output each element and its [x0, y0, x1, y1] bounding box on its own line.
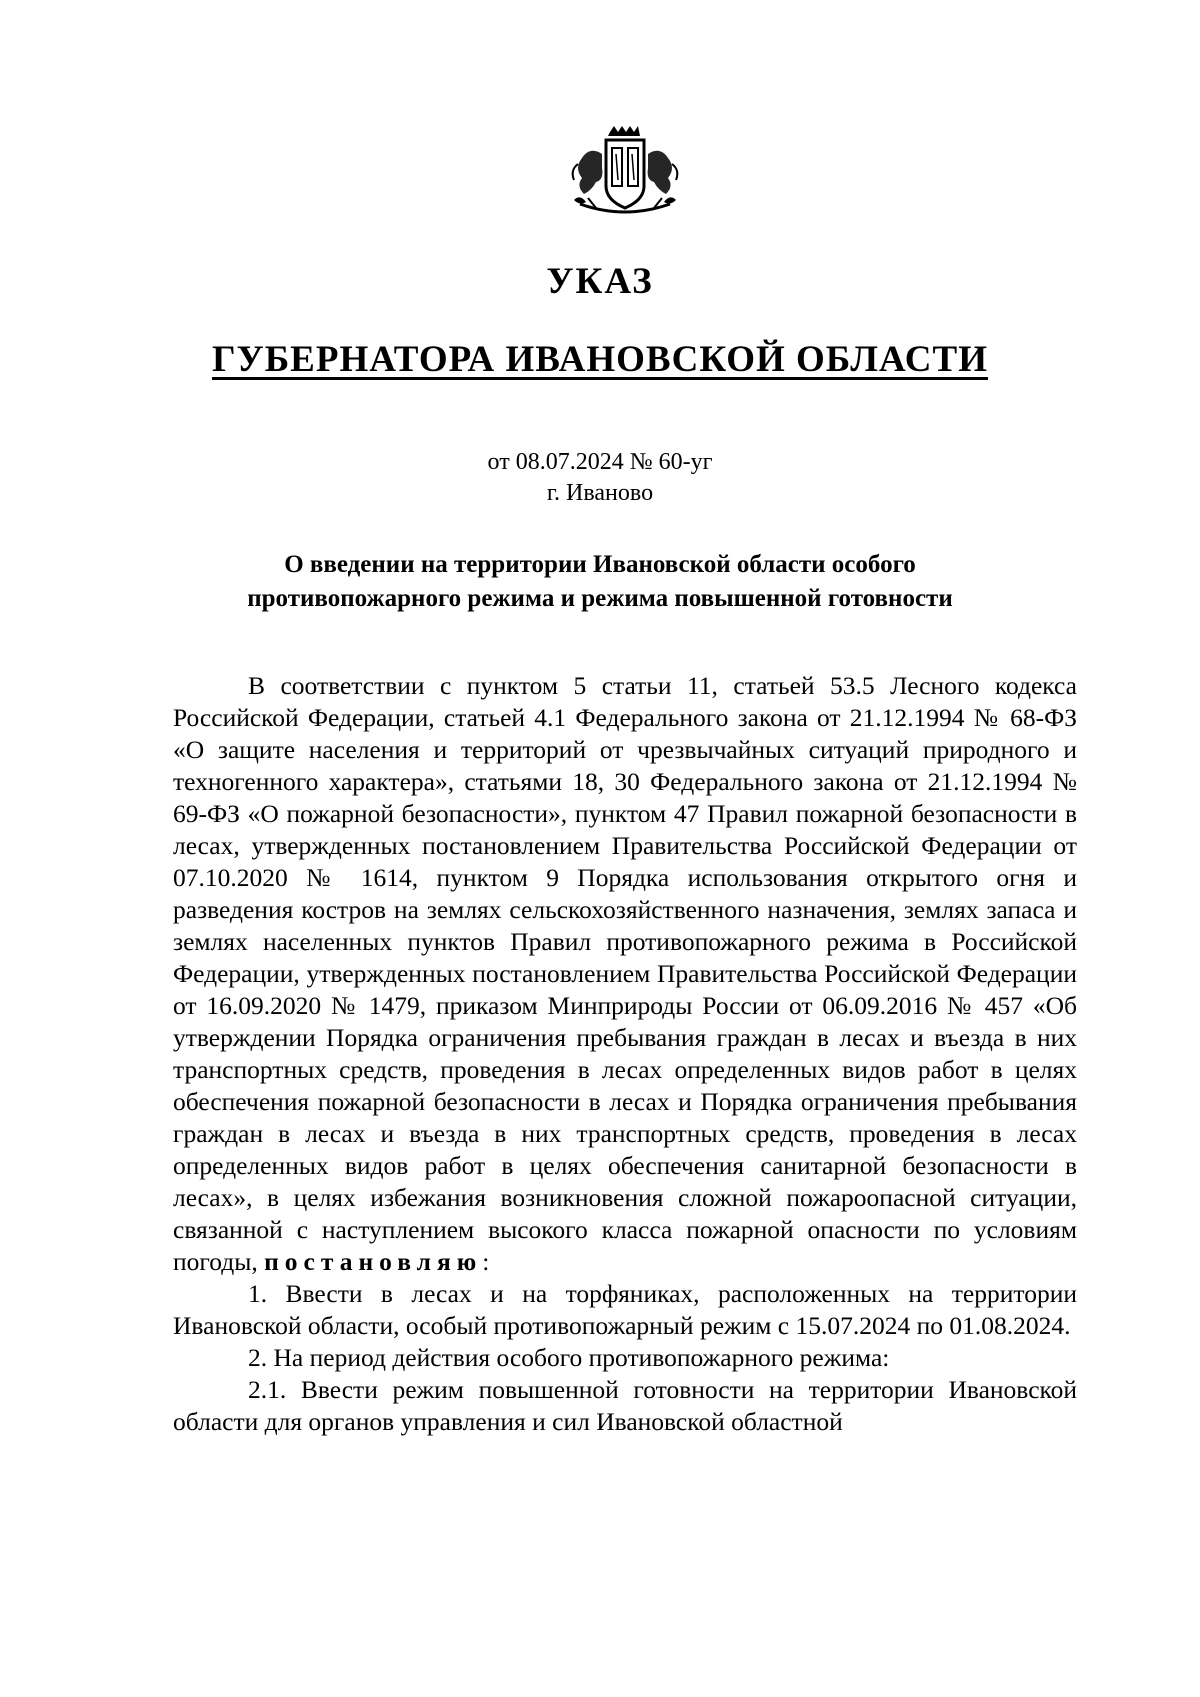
item-1-paragraph: 1. Ввести в лесах и на торфяниках, расположенных на территории Ивановской области, особый противопожарный режим с 15.07.2024 по 01.08.2024. — [173, 1279, 1077, 1340]
document-title: УКАЗ — [546, 261, 654, 302]
item-2-1-paragraph: 2.1. Ввести режим повышенной готовности на территории Ивановской области для органов управления и сил Ивановской областной — [173, 1375, 1077, 1436]
document-heading-line-1: О введении на территории Ивановской области особого — [284, 551, 916, 578]
document-heading-line-2: противопожарного режима и режима повышенной готовности — [247, 585, 953, 612]
decree-word: постановляю — [264, 1247, 483, 1276]
coat-of-arms-icon — [560, 124, 690, 224]
item-2-paragraph: 2. На период действия особого противопожарного режима: — [248, 1343, 890, 1372]
document-city: г. Иваново — [546, 480, 654, 506]
decree-colon: : — [482, 1247, 490, 1276]
document-heading — [0, 548, 1200, 616]
document-subtitle-text: ГУБЕРНАТОРА ИВАНОВСКОЙ ОБЛАСТИ — [212, 339, 988, 380]
document-subtitle — [0, 338, 1200, 381]
document-date: от 08.07.2024 № 60-уг — [487, 449, 713, 475]
preamble-paragraph — [173, 670, 1077, 1278]
document-body — [173, 670, 1077, 1438]
preamble-text: В соответствии с пунктом 5 статьи 11, статьей 53.5 Лесного кодекса Российской Федерации, статьей 4.1 Федерального закона от 21.12.1994 № 68-ФЗ «О защите населения и территорий от чрезвычайных ситуаций природного и техногенного характера», статьями 18, 30 Федерального закона от 21.12.1994 № 69-ФЗ «О пожарной безопасности», пунктом 47 Правил пожарной безопасности в лесах, утвержденных постановлением Правительства Российской Федерации от 07.10.2020 № 1614, пунктом 9 Порядка использования открытого огня и разведения костров на землях сельскохозяйственного назначения, землях запаса и землях населенных пунктов Правил противопожарного режима в Российской Федерации, утвержденных постановлением Правительства Российской Федерации от 16.09.2020 № 1479, приказом Минприроды России от 06.09.2016 № 457 «Об утверждении Порядка ограничения пребывания граждан в лесах и въезда в них транспортных средств, проведения в лесах определенных видов работ в целях обеспечения пожарной безопасности в лесах и Порядка ограничения пребывания граждан в лесах и въезда в них транспортных средств, проведения в лесах определенных видов работ в целях обеспечения санитарной безопасности в лесах», в целях избежания возникновения сложной пожароопасной ситуации, связанной с наступлением высокого класса пожарной опасности по условиям погоды, — [173, 671, 1077, 1276]
